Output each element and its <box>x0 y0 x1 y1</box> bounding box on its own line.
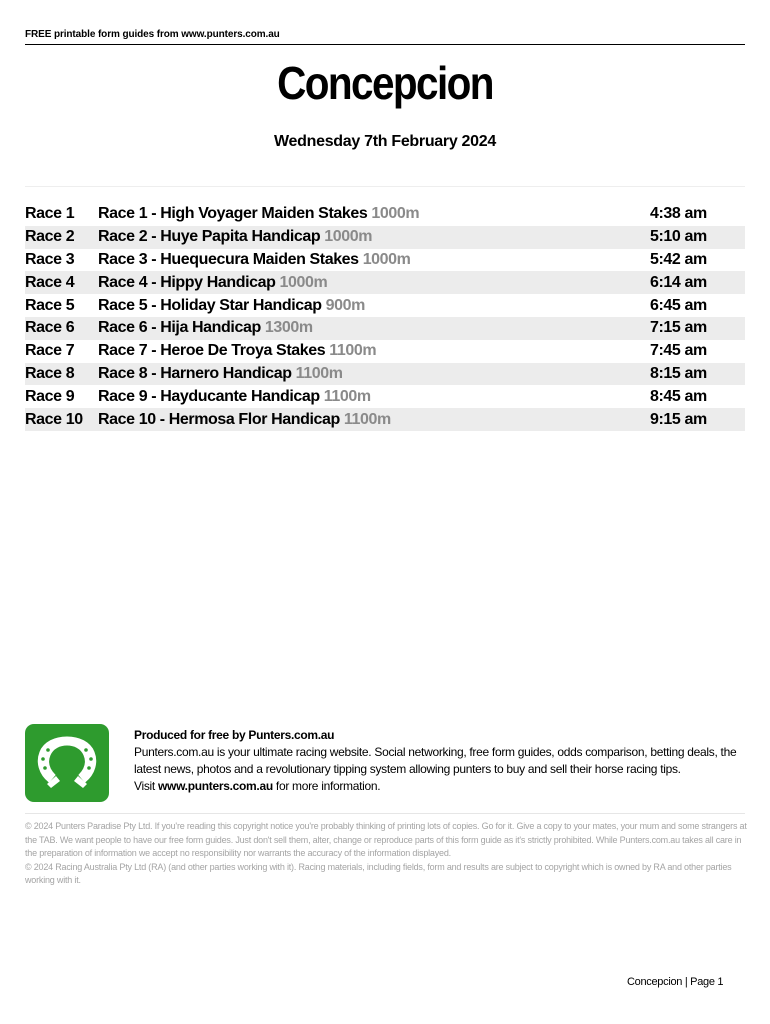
race-number: Race 5 <box>25 296 75 314</box>
race-row <box>25 203 745 226</box>
race-name: Race 2 - Huye Papita Handicap <box>98 228 321 246</box>
meeting-date: Wednesday 7th February 2024 <box>274 133 496 150</box>
race-number: Race 2 <box>25 228 75 246</box>
race-distance: 1000m <box>362 250 411 268</box>
race-name: Race 1 - High Voyager Maiden Stakes <box>98 205 368 223</box>
promo-visit-prefix: Visit <box>134 779 155 793</box>
table-top-divider <box>25 186 745 187</box>
race-time: 5:42 am <box>650 250 707 268</box>
race-time: 9:15 am <box>650 410 707 428</box>
race-name-cell <box>98 205 650 223</box>
race-distance: 1100m <box>295 364 343 382</box>
race-time: 5:10 am <box>650 228 707 246</box>
race-row <box>25 294 745 317</box>
race-distance: 1000m <box>371 205 420 223</box>
race-row <box>25 249 745 272</box>
promo-body: Punters.com.au is your ultimate racing website. Social networking, free form guides, odds comparison, betting deals, the latest news, photos and a revolutionary tipping system allowing punters to buy and sell their horse racing tips. <box>134 745 737 776</box>
race-name: Race 7 - Heroe De Troya Stakes <box>98 342 326 360</box>
race-distance: 1100m <box>323 387 371 405</box>
race-distance: 1000m <box>324 228 373 246</box>
race-number: Race 9 <box>25 387 75 405</box>
footer-divider <box>25 813 745 814</box>
promo-title: Produced for free by Punters.com.au <box>134 728 335 742</box>
race-distance: 1000m <box>279 273 328 291</box>
race-name-cell <box>98 365 650 383</box>
race-distance: 900m <box>325 296 365 314</box>
page-title: Concepcion <box>277 57 493 109</box>
race-distance: 1100m <box>329 342 377 360</box>
horseshoe-icon <box>25 724 109 802</box>
race-number: Race 6 <box>25 319 75 337</box>
race-number: Race 10 <box>25 410 83 428</box>
race-name: Race 9 - Hayducante Handicap <box>98 387 320 405</box>
race-row <box>25 226 745 249</box>
race-row <box>25 385 745 408</box>
race-name: Race 5 - Holiday Star Handicap <box>98 296 322 314</box>
race-time: 7:15 am <box>650 319 707 337</box>
page-footer: Concepcion | Page 1 <box>627 976 724 988</box>
race-number: Race 4 <box>25 273 75 291</box>
race-row <box>25 317 745 340</box>
race-row <box>25 340 745 363</box>
promo-visit-suffix: for more information. <box>275 779 381 793</box>
race-name: Race 10 - Hermosa Flor Handicap <box>98 410 340 428</box>
race-name-cell <box>98 228 650 246</box>
race-name-cell <box>98 411 650 429</box>
race-time: 4:38 am <box>650 205 707 223</box>
race-time: 6:14 am <box>650 273 707 291</box>
race-row <box>25 408 745 431</box>
legal-paragraph-1: © 2024 Punters Paradise Pty Ltd. If you're reading this copyright notice you're probably thinking of printing lots of copies. Go for it. Give a copy to your mates, your mum and some strangers at the TAB. We want people to have our free form guides. Just don't sell them, alter, change or reproduce parts of this form guide as it's strictly prohibited. While Punters.com.au takes all care in the preparation of information we accept no responsibility nor warrants the accuracy of the information displayed. <box>25 821 747 859</box>
race-table <box>25 203 745 431</box>
race-number: Race 1 <box>25 205 75 223</box>
promo-visit <box>134 778 746 795</box>
race-number: Race 8 <box>25 364 75 382</box>
race-name-cell <box>98 251 650 269</box>
race-name: Race 3 - Huequecura Maiden Stakes <box>98 250 359 268</box>
race-time: 6:45 am <box>650 296 707 314</box>
race-number: Race 3 <box>25 250 75 268</box>
race-distance: 1100m <box>343 410 391 428</box>
header-note: FREE printable form guides from www.punters.com.au <box>25 29 280 40</box>
header-divider <box>25 44 745 45</box>
race-row <box>25 363 745 386</box>
legal-paragraph-2: © 2024 Racing Australia Pty Ltd (RA) (and other parties working with it). Racing materials, including fields, form and results are subject to copyright which is owned by RA and other parties working with it. <box>25 861 732 886</box>
race-name-cell <box>98 274 650 292</box>
race-time: 8:15 am <box>650 364 707 382</box>
race-number: Race 7 <box>25 342 75 360</box>
race-name: Race 8 - Harnero Handicap <box>98 364 292 382</box>
race-row <box>25 271 745 294</box>
race-name: Race 4 - Hippy Handicap <box>98 273 276 291</box>
race-name-cell <box>98 297 650 315</box>
race-name-cell <box>98 342 650 360</box>
race-time: 8:45 am <box>650 387 707 405</box>
race-distance: 1300m <box>264 319 313 337</box>
race-name-cell <box>98 319 650 337</box>
promo-block <box>134 727 746 795</box>
legal-notice <box>25 820 750 888</box>
race-name: Race 6 - Hija Handicap <box>98 319 261 337</box>
race-name-cell <box>98 388 650 406</box>
promo-visit-link[interactable]: www.punters.com.au <box>158 779 273 793</box>
race-time: 7:45 am <box>650 342 707 360</box>
punters-logo <box>25 724 109 802</box>
